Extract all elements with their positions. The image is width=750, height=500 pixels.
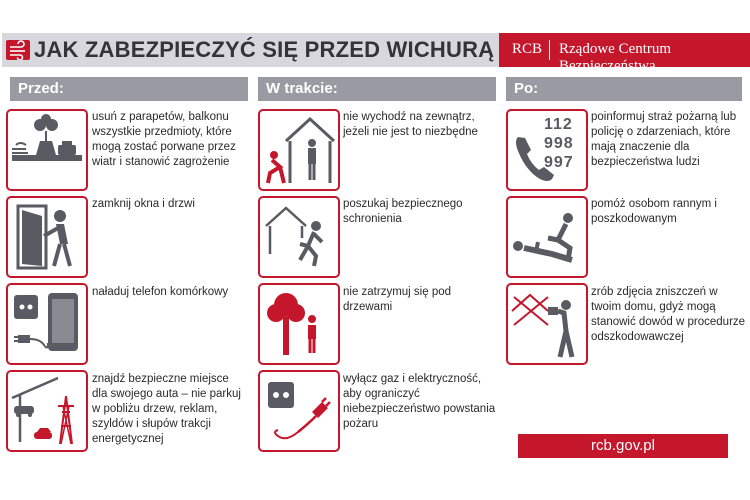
text-windows: zamknij okna i drzwi bbox=[92, 198, 195, 210]
card-windows bbox=[6, 196, 88, 278]
wind-icon bbox=[6, 40, 30, 60]
text-phone: naładuj telefon komórkowy bbox=[92, 286, 229, 298]
text-report: poinformuj straż pożarną lub policję o zdarzeniach, które mają znaczenie dla bezpieczeństwa ludzi bbox=[591, 111, 737, 168]
page-title: JAK ZABEZPIECZYĆ SIĘ PRZED WICHURĄ bbox=[34, 37, 495, 62]
header bbox=[0, 33, 750, 74]
emergency-number: 112 bbox=[544, 116, 573, 133]
card-gas bbox=[258, 370, 340, 452]
phone-charger-icon bbox=[8, 285, 86, 363]
tree-warning-icon bbox=[260, 285, 338, 363]
balcony-items-icon bbox=[8, 111, 86, 189]
logo-divider bbox=[549, 40, 550, 60]
text-photos: zrób zdjęcia zniszczeń w twoim domu, gdyż mogą stanowić dowód w procedurze odszkodowawczej bbox=[591, 286, 746, 343]
seek-shelter-icon bbox=[260, 198, 338, 276]
text-gas: wyłącz gaz i elektryczność, aby ograniczyć niebezpieczeństwo powstania pożaru bbox=[343, 373, 496, 430]
text-help: pomóż osobom rannym i poszkodowanym bbox=[591, 198, 717, 225]
help-injured-icon bbox=[508, 198, 586, 276]
stay-inside-icon bbox=[260, 111, 338, 189]
rcb-logo bbox=[499, 33, 750, 74]
text-car: znajdź bezpieczne miejsce dla swojego auta – nie parkuj w pobliżu drzew, reklam, szyldów i słupów trakcji energetycznej bbox=[92, 373, 241, 445]
card-phone bbox=[6, 283, 88, 365]
emergency-number: 997 bbox=[544, 154, 574, 171]
unplug-icon bbox=[260, 372, 338, 450]
rcb-full-name: Rządowe Centrum Bezpieczeństwa bbox=[559, 41, 672, 74]
text-shelter: poszukaj bezpiecznego schronienia bbox=[343, 198, 463, 225]
card-shelter bbox=[258, 196, 340, 278]
card-trees bbox=[258, 283, 340, 365]
card-car bbox=[6, 370, 88, 452]
emergency-numbers bbox=[544, 115, 574, 172]
car-powerline-icon bbox=[8, 372, 86, 450]
text-stay-inside: nie wychodź na zewnątrz, jeżeli nie jest to niezbędne bbox=[343, 111, 478, 138]
header-bar bbox=[2, 33, 499, 67]
card-photos bbox=[506, 283, 588, 365]
close-door-icon bbox=[8, 198, 86, 276]
website-link[interactable]: rcb.gov.pl bbox=[518, 434, 728, 458]
heading-before: Przed: bbox=[10, 77, 248, 101]
text-balcony: usuń z parapetów, balkonu wszystkie przedmioty, które mogą zostać porwane przez wiatr i stanowić zagrożenie bbox=[92, 111, 236, 168]
rcb-abbr: RCB bbox=[512, 41, 543, 57]
heading-during: W trakcie: bbox=[258, 77, 496, 101]
card-balcony bbox=[6, 109, 88, 191]
card-help bbox=[506, 196, 588, 278]
heading-after: Po: bbox=[506, 77, 742, 101]
text-trees: nie zatrzymuj się pod drzewami bbox=[343, 286, 452, 313]
card-report bbox=[506, 109, 588, 191]
photo-damage-icon bbox=[508, 285, 586, 363]
card-stay-inside bbox=[258, 109, 340, 191]
emergency-number: 998 bbox=[544, 135, 574, 152]
